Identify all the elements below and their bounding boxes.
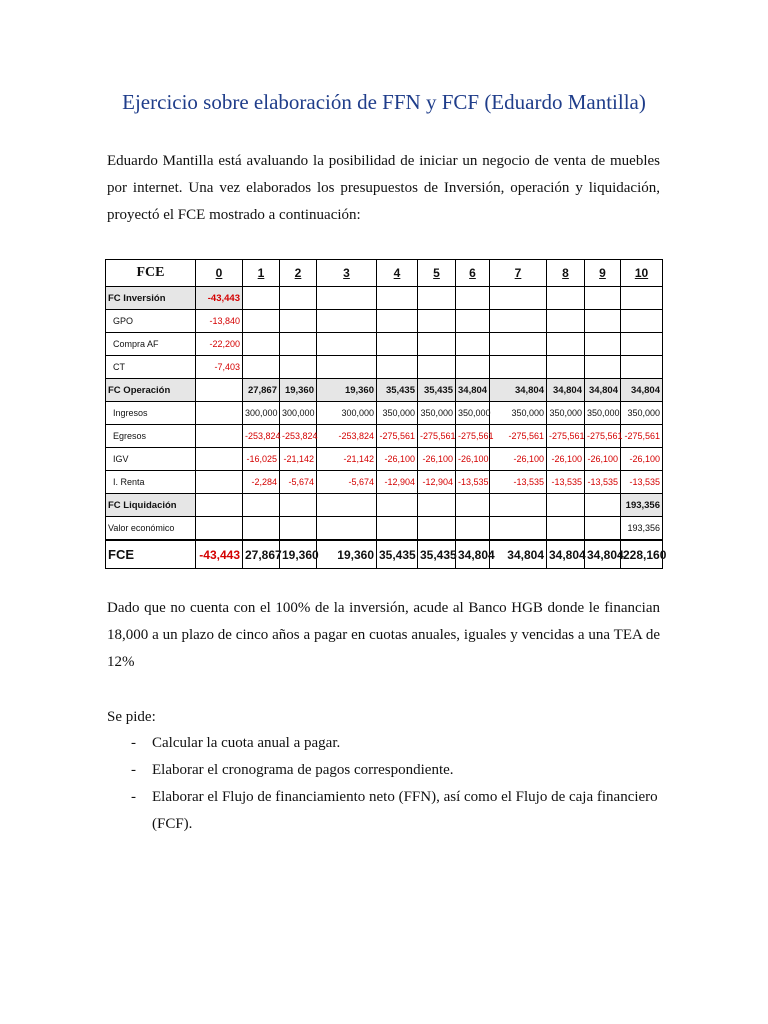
table-cell: [418, 356, 456, 379]
table-cell: [547, 287, 585, 310]
table-cell: [585, 494, 621, 517]
table-cell: [547, 494, 585, 517]
period-header: 1: [243, 260, 280, 287]
table-cell: -5,674: [317, 471, 377, 494]
table-row: [106, 356, 663, 379]
period-header: 2: [280, 260, 317, 287]
period-header: 9: [585, 260, 621, 287]
table-cell: -13,535: [585, 471, 621, 494]
table-cell: [317, 517, 377, 541]
table-cell: [243, 287, 280, 310]
task-text: Calcular la cuota anual a pagar.: [152, 735, 341, 751]
table-cell: [418, 517, 456, 541]
table-cell: 34,804: [585, 540, 621, 569]
table-cell: [490, 356, 547, 379]
table-row: [106, 494, 663, 517]
table-cell: 350,000: [547, 402, 585, 425]
table-cell: [621, 333, 663, 356]
row-label: FC Liquidación: [106, 494, 196, 517]
table-cell: -253,824: [317, 425, 377, 448]
table-cell: 35,435: [377, 379, 418, 402]
table-cell: -275,561: [621, 425, 663, 448]
table-cell: -7,403: [196, 356, 243, 379]
table-cell: [585, 517, 621, 541]
row-label: FC Operación: [106, 379, 196, 402]
table-cell: -275,561: [377, 425, 418, 448]
period-header: 0: [196, 260, 243, 287]
table-row: [106, 379, 663, 402]
table-cell: 19,360: [317, 540, 377, 569]
table-cell: 27,867: [243, 540, 280, 569]
table-cell: [377, 356, 418, 379]
table-cell: -5,674: [280, 471, 317, 494]
table-cell: -21,142: [280, 448, 317, 471]
table-row: [106, 333, 663, 356]
table-row: [106, 517, 663, 541]
table-cell: [418, 287, 456, 310]
table-row: [106, 448, 663, 471]
row-label: Egresos: [106, 425, 196, 448]
table-cell: [196, 402, 243, 425]
row-label: CT: [106, 356, 196, 379]
table-cell: [456, 310, 490, 333]
table-cell: -275,561: [585, 425, 621, 448]
table-cell: 35,435: [377, 540, 418, 569]
table-cell: -26,100: [547, 448, 585, 471]
se-pide-label: Se pide:: [107, 709, 156, 725]
table-cell: [377, 517, 418, 541]
table-cell: -43,443: [196, 540, 243, 569]
table-row: [106, 540, 663, 569]
list-item: - Elaborar el cronograma de pagos correspondiente.: [131, 762, 454, 778]
table-cell: [377, 287, 418, 310]
table-cell: 19,360: [280, 540, 317, 569]
table-cell: [377, 494, 418, 517]
row-label: I. Renta: [106, 471, 196, 494]
table-cell: [456, 356, 490, 379]
table-cell: [585, 310, 621, 333]
table-cell: [377, 310, 418, 333]
table-header-row: [106, 260, 663, 287]
table-cell: -13,535: [621, 471, 663, 494]
table-cell: -275,561: [490, 425, 547, 448]
table-cell: [196, 425, 243, 448]
fce-table: [105, 259, 667, 569]
table-cell: -22,200: [196, 333, 243, 356]
financing-paragraph: Dado que no cuenta con el 100% de la inversión, acude al Banco HGB donde le financian 18,000 a un plazo de cinco años a pagar en cuotas anuales, iguales y vencidas a una TEA de 12%: [107, 600, 660, 670]
table-cell: -13,840: [196, 310, 243, 333]
table-cell: -26,100: [585, 448, 621, 471]
list-item: - Elaborar el Flujo de financiamiento neto (FFN), así como el Flujo de caja financiero (FCF).: [131, 789, 658, 832]
table-cell: -12,904: [418, 471, 456, 494]
table-cell: [317, 333, 377, 356]
list-item: - Calcular la cuota anual a pagar.: [131, 735, 341, 751]
row-label: FCE: [106, 540, 196, 569]
table-cell: [280, 310, 317, 333]
table-cell: 350,000: [456, 402, 490, 425]
table-cell: 350,000: [418, 402, 456, 425]
table-cell: 350,000: [377, 402, 418, 425]
table-cell: 300,000: [243, 402, 280, 425]
table-row: [106, 287, 663, 310]
table-cell: [196, 471, 243, 494]
table-cell: [243, 310, 280, 333]
table-cell: [377, 333, 418, 356]
table-cell: [456, 333, 490, 356]
table-row: [106, 402, 663, 425]
table-cell: [490, 310, 547, 333]
row-label: IGV: [106, 448, 196, 471]
table-cell: -26,100: [490, 448, 547, 471]
table-cell: [243, 517, 280, 541]
table-cell: 19,360: [280, 379, 317, 402]
task-text: Elaborar el cronograma de pagos correspondiente.: [152, 762, 454, 778]
table-cell: [418, 494, 456, 517]
table-cell: [490, 494, 547, 517]
period-header: 10: [621, 260, 663, 287]
table-row: [106, 425, 663, 448]
row-label: GPO: [106, 310, 196, 333]
table-cell: [317, 310, 377, 333]
table-cell: -26,100: [621, 448, 663, 471]
table-cell: [585, 333, 621, 356]
table-cell: [621, 356, 663, 379]
table-cell: -253,824: [280, 425, 317, 448]
table-cell: -43,443: [196, 287, 243, 310]
table-cell: 193,356: [621, 494, 663, 517]
table-cell: 34,804: [547, 540, 585, 569]
table-cell: [418, 333, 456, 356]
table-cell: 35,435: [418, 379, 456, 402]
row-label: Ingresos: [106, 402, 196, 425]
table-cell: -26,100: [377, 448, 418, 471]
table-cell: [585, 356, 621, 379]
table-cell: 300,000: [280, 402, 317, 425]
table-cell: [490, 333, 547, 356]
period-header: 4: [377, 260, 418, 287]
table-cell: [243, 494, 280, 517]
table-cell: 193,356: [621, 517, 663, 541]
table-cell: [456, 517, 490, 541]
table-cell: 34,804: [585, 379, 621, 402]
table-cell: -13,535: [547, 471, 585, 494]
task-text: Elaborar el Flujo de financiamiento neto (FFN), así como el Flujo de caja financiero (FCF).: [152, 789, 658, 832]
table-cell: -12,904: [377, 471, 418, 494]
table-cell: [456, 287, 490, 310]
table-cell: 350,000: [621, 402, 663, 425]
table-row: [106, 310, 663, 333]
table-cell: [280, 356, 317, 379]
row-label: FC Inversión: [106, 287, 196, 310]
table-cell: [547, 310, 585, 333]
table-cell: -275,561: [547, 425, 585, 448]
table-cell: [280, 494, 317, 517]
table-cell: [280, 517, 317, 541]
table-cell: 350,000: [490, 402, 547, 425]
period-header: 8: [547, 260, 585, 287]
table-cell: -253,824: [243, 425, 280, 448]
table-cell: [280, 287, 317, 310]
table-cell: [490, 517, 547, 541]
table-cell: [621, 287, 663, 310]
table-cell: [243, 356, 280, 379]
table-cell: -13,535: [490, 471, 547, 494]
table-cell: 350,000: [585, 402, 621, 425]
table-cell: [490, 287, 547, 310]
table-cell: [621, 310, 663, 333]
table-cell: [317, 494, 377, 517]
table-cell: 35,435: [418, 540, 456, 569]
table-cell: -21,142: [317, 448, 377, 471]
table-cell: -275,561: [418, 425, 456, 448]
intro-paragraph: Eduardo Mantilla está avaluando la posibilidad de iniciar un negocio de venta de muebles por internet. Una vez elaborados los presupuestos de Inversión, operación y liquidación, proyectó el FCE mostrado a continuación:: [107, 153, 660, 223]
table-cell: [280, 333, 317, 356]
period-header: 5: [418, 260, 456, 287]
table-cell: [196, 379, 243, 402]
table-cell: [547, 356, 585, 379]
table-cell: 34,804: [547, 379, 585, 402]
table-cell: 34,804: [456, 379, 490, 402]
document-title: Ejercicio sobre elaboración de FFN y FCF (Eduardo Mantilla): [122, 90, 646, 114]
table-cell: [196, 494, 243, 517]
row-label: Compra AF: [106, 333, 196, 356]
table-cell: [243, 333, 280, 356]
period-header: 6: [456, 260, 490, 287]
table-cell: -16,025: [243, 448, 280, 471]
table-cell: [196, 517, 243, 541]
table-row: [106, 471, 663, 494]
table-cell: -26,100: [418, 448, 456, 471]
table-cell: 228,160: [621, 540, 663, 569]
table-cell: 34,804: [456, 540, 490, 569]
task-list: [107, 730, 667, 838]
table-cell: [317, 356, 377, 379]
table-cell: [196, 448, 243, 471]
table-cell: 27,867: [243, 379, 280, 402]
table-cell: 34,804: [621, 379, 663, 402]
table-cell: -275,561: [456, 425, 490, 448]
table-cell: -13,535: [456, 471, 490, 494]
table-cell: 300,000: [317, 402, 377, 425]
row-label: Valor económico: [106, 517, 196, 541]
period-header: 3: [317, 260, 377, 287]
table-cell: -2,284: [243, 471, 280, 494]
table-cell: -26,100: [456, 448, 490, 471]
period-header: 7: [490, 260, 547, 287]
table-cell: [585, 287, 621, 310]
table-cell: 34,804: [490, 540, 547, 569]
table-cell: [418, 310, 456, 333]
table-cell: [547, 517, 585, 541]
table-cell: [547, 333, 585, 356]
table-cell: 34,804: [490, 379, 547, 402]
header-label: FCE: [106, 260, 196, 287]
table-cell: 19,360: [317, 379, 377, 402]
table-cell: [456, 494, 490, 517]
table-cell: [317, 287, 377, 310]
